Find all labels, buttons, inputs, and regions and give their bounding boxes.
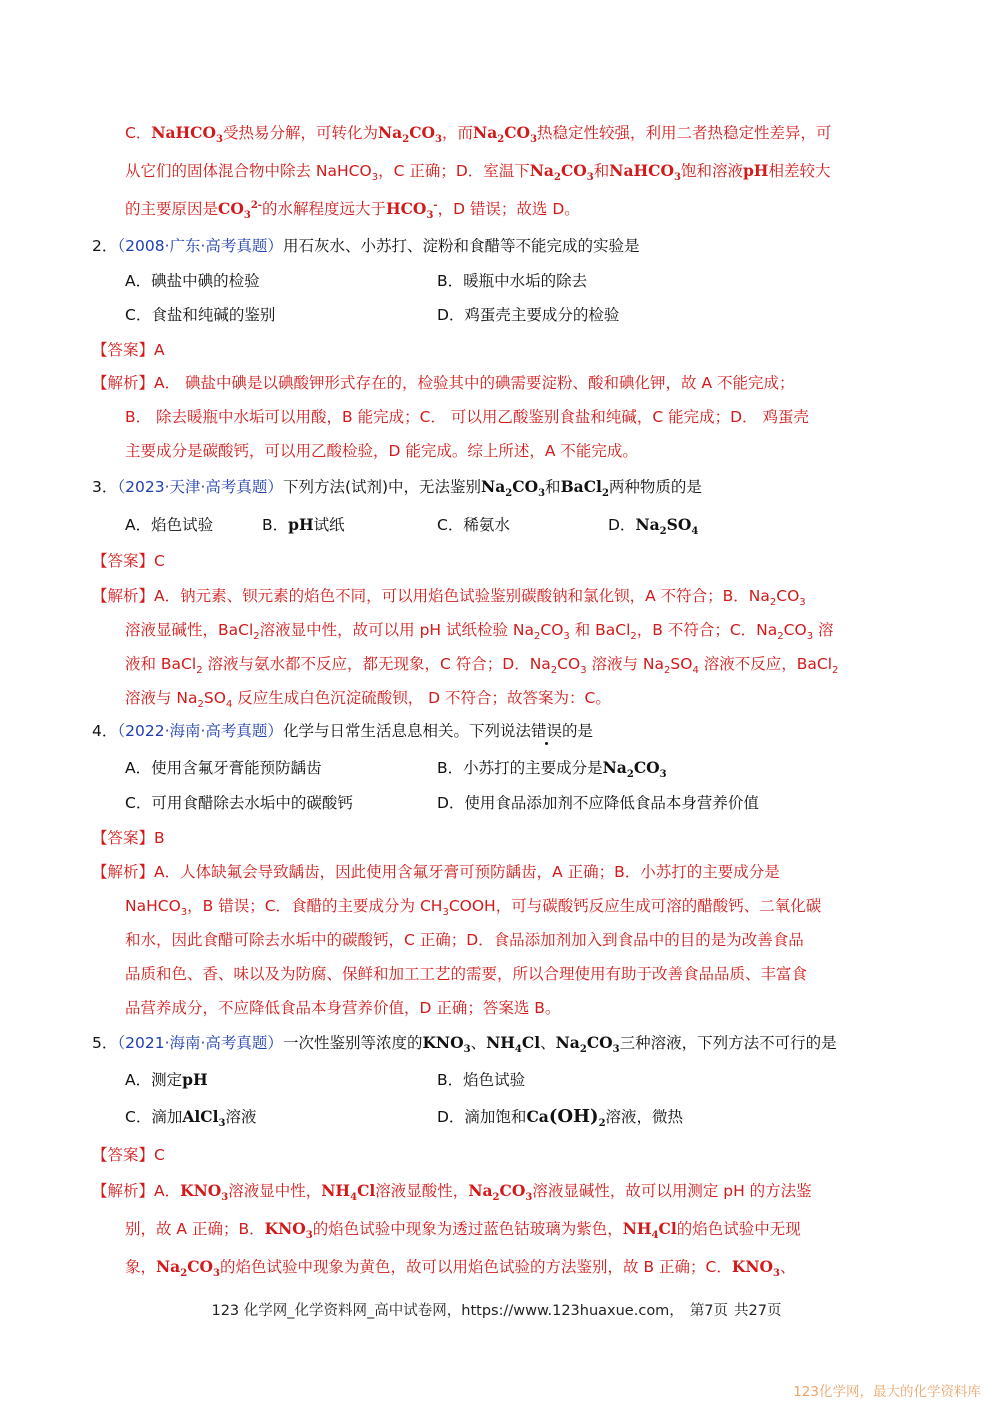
q4-analysis-line-4: 品质和色、香、味以及为防腐、保鲜和加工工艺的需要，所以合理使用有助于改善食品品质、丰富食 — [125, 965, 808, 983]
page-footer — [0, 1299, 993, 1320]
q4-option-a: A．使用含氟牙膏能预防龋齿 — [125, 759, 322, 777]
q3-analysis-line-2: 溶液显碱性，BaCl$_2$溶液显中性，故可以用 pH 试纸检验 $Na_2CO_3$ 和 BaCl$_2$，B 不符合；C．$Na_2CO_3$ 溶 — [125, 621, 834, 642]
q5-option-a: A．测定pH — [125, 1070, 208, 1089]
question-source: （2008·广东·高考真题） — [117, 237, 283, 255]
q3-answer: 【答案】C — [92, 552, 165, 570]
q1-analysis-line-1: C．NaHCO$_3$受热易分解，可转化为$Na_2CO_3$，而$Na_2CO_3$热稳定性较强，利用二者热稳定性差异，可 — [125, 123, 832, 145]
watermark-text: 123化学网，最大的化学资料库 — [793, 1384, 981, 1400]
q2-option-a: A．碘盐中碘的检验 — [125, 272, 260, 290]
q4-answer: 【答案】B — [92, 829, 165, 847]
q2-analysis-line-2: B． 除去暖瓶中水垢可以用酸，B 能完成；C． 可以用乙酸鉴别食盐和纯碱，C 能完成；D． 鸡蛋壳 — [125, 408, 809, 426]
question-source: （2023·天津·高考真题） — [117, 478, 283, 496]
q5-option-b: B．焰色试验 — [437, 1071, 526, 1089]
question-source: （2022·海南·高考真题） — [117, 722, 283, 740]
question-source: （2021·海南·高考真题） — [117, 1034, 283, 1052]
q2-option-d: D．鸡蛋壳主要成分的检验 — [437, 306, 620, 324]
q4-option-d: D．使用食品添加剂不应降低食品本身营养价值 — [437, 794, 759, 812]
q5-analysis-line-2: 别，故 A 正确；B．$KNO_3$的焰色试验中现象为透过蓝色钴玻璃为紫色，$NH_4Cl$的焰色试验中无现 — [125, 1219, 801, 1241]
question-5-stem: 5．（2021·海南·高考真题）一次性鉴别等浓度的$KNO_3$、$NH_4Cl$、$Na_2CO_3$三种溶液，下列方法不可行的是 — [92, 1033, 837, 1055]
q2-option-b: B．暖瓶中水垢的除去 — [437, 272, 588, 290]
q4-analysis-line-3: 和水，因此食醋可除去水垢中的碳酸钙，C 正确；D．食品添加剂加入到食品中的目的是为改善食品 — [125, 931, 804, 949]
q2-answer: 【答案】A — [92, 341, 165, 359]
q3-option-b: B．pH试纸 — [262, 515, 345, 534]
q4-option-b: B．小苏打的主要成分是$Na_2CO_3$ — [437, 758, 667, 780]
question-2-stem: 2．（2008·广东·高考真题）用石灰水、小苏打、淀粉和食醋等不能完成的实验是 — [92, 237, 640, 255]
q5-analysis-line-1: 【解析】A．$KNO_3$溶液显中性，$NH_4Cl$溶液显酸性，$Na_2CO_3$溶液显碱性，故可以用测定 pH 的方法鉴 — [92, 1181, 812, 1203]
q4-option-c: C．可用食醋除去水垢中的碳酸钙 — [125, 794, 353, 812]
question-4-stem: 4．（2022·海南·高考真题）化学与日常生活息息相关。下列说法错误的是 — [92, 722, 593, 740]
q3-option-d: D．$Na_2SO_4$ — [608, 515, 699, 537]
q3-analysis-line-1: 【解析】A．钠元素、钡元素的焰色不同，可以用焰色试验鉴别碳酸钠和氯化钡，A 不符合；B．$Na_2CO_3$ — [92, 587, 806, 608]
q1-analysis-line-2: 从它们的固体混合物中除去 NaHCO$_3$，C 正确；D．室温下$Na_2CO_3$和NaHCO$_3$饱和溶液pH相差较大 — [125, 161, 831, 183]
q1-analysis-line-3: 的主要原因是$CO_3^{2-}$的水解程度远大于$HCO_3^-$，D 错误；故选 D。 — [125, 199, 580, 221]
q3-analysis-line-4: 溶液与 $Na_2SO_4$ 反应生成白色沉淀硫酸钡， D 不符合；故答案为：C。 — [125, 689, 611, 710]
q2-option-c: C．食盐和纯碱的鉴别 — [125, 306, 276, 324]
q2-analysis-line-1: 【解析】A． 碘盐中碘是以碘酸钾形式存在的，检验其中的碘需要淀粉、酸和碘化钾，故 A 不能完成； — [92, 374, 795, 392]
q3-option-c: C．稀氨水 — [437, 516, 510, 534]
q4-analysis-line-1: 【解析】A．人体缺氟会导致龋齿，因此使用含氟牙膏可预防龋齿，A 正确；B．小苏打的主要成分是 — [92, 863, 780, 881]
q3-analysis-line-3: 液和 BaCl$_2$ 溶液与氨水都不反应，都无现象，C 符合；D．$Na_2CO_3$ 溶液与 $Na_2SO_4$ 溶液不反应，BaCl$_2$ — [125, 655, 839, 676]
footer-total-pages: 共27页 — [734, 1303, 782, 1319]
q3-option-a: A．焰色试验 — [125, 516, 214, 534]
emphasis-word: 错误 — [530, 722, 562, 740]
q5-option-d: D．滴加饱和$Ca(OH)_2$溶液，微热 — [437, 1106, 684, 1129]
q5-answer: 【答案】C — [92, 1146, 165, 1164]
q4-analysis-line-2: NaHCO$_3$，B 错误；C．食醋的主要成分为 $CH_3COOH$，可与碳酸钙反应生成可溶的醋酸钙、二氧化碳 — [125, 897, 822, 918]
q2-analysis-line-3: 主要成分是碳酸钙，可以用乙酸检验，D 能完成。综上所述，A 不能完成。 — [125, 442, 638, 460]
footer-page-number: 第7页 — [689, 1303, 729, 1319]
q5-analysis-line-3: 象，$Na_2CO_3$的焰色试验中现象为黄色，故可以用焰色试验的方法鉴别，故 B 正确；C．$KNO_3$、 — [125, 1257, 796, 1279]
q5-option-c: C．滴加AlCl$_3$溶液 — [125, 1107, 257, 1129]
q4-analysis-line-5: 品营养成分，不应降低食品本身营养价值，D 正确；答案选 B。 — [125, 999, 561, 1017]
footer-site-text: 123 化学网_化学资料网_高中试卷网，https://www.123huaxue.com， — [211, 1303, 684, 1319]
question-3-stem: 3．（2023·天津·高考真题）下列方法(试剂)中，无法鉴别$Na_2CO_3$和BaCl$_2$两种物质的是 — [92, 477, 702, 499]
